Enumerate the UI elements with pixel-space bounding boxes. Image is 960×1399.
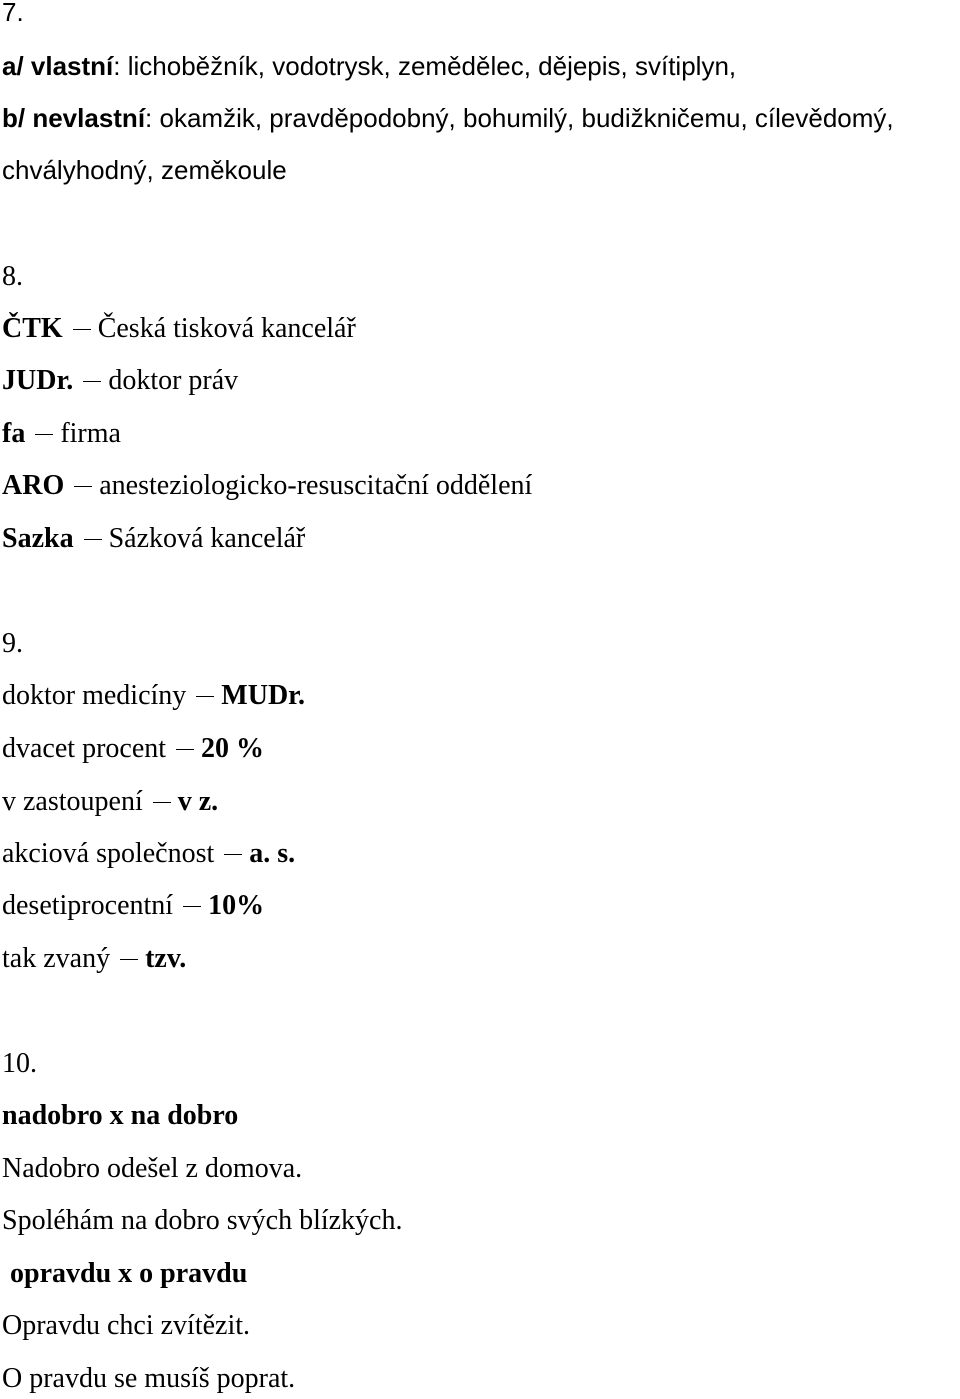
- abbr: tzv.: [145, 943, 187, 974]
- abbr: a. s.: [249, 838, 296, 869]
- phrase-row: [2, 733, 264, 765]
- abbr: 10%: [208, 890, 265, 921]
- meaning: doktor práv: [108, 365, 239, 396]
- meaning: Sázková kancelář: [108, 523, 306, 554]
- section-7-line-b: [2, 102, 894, 134]
- phrase-row: [2, 943, 186, 975]
- abbr-row: [2, 365, 238, 397]
- phrase: dvacet procent: [2, 733, 167, 764]
- dash-separator: [224, 854, 242, 855]
- dash-separator: [153, 802, 171, 803]
- section-9-number: 9.: [2, 628, 23, 659]
- abbr-row: [2, 523, 305, 555]
- dash-separator: [74, 486, 92, 487]
- abbr-row: [2, 313, 356, 345]
- abbr: ČTK: [2, 313, 63, 344]
- phrase-row: [2, 786, 218, 818]
- dash-separator: [84, 539, 102, 540]
- dash-separator: [183, 906, 201, 907]
- sentence: Spoléhám na dobro svých blízkých.: [2, 1205, 403, 1236]
- dash-separator: [120, 959, 138, 960]
- phrase: doktor medicíny: [2, 680, 187, 711]
- sentence: Nadobro odešel z domova.: [2, 1153, 303, 1184]
- section-7-number: 7.: [2, 0, 24, 27]
- dash-separator: [176, 749, 194, 750]
- meaning: Česká tisková kancelář: [97, 313, 356, 344]
- dash-separator: [196, 696, 214, 697]
- label-vlastni: a/ vlastní: [2, 51, 114, 81]
- abbr-row: [2, 418, 121, 450]
- abbr: v z.: [177, 786, 219, 817]
- label-nevlastni: b/ nevlastní: [2, 103, 146, 133]
- section-10-number: 10.: [2, 1048, 37, 1079]
- section-7-line-b-cont: chvályhodný, zeměkoule: [2, 155, 287, 185]
- abbr: ARO: [2, 470, 65, 501]
- phrase: desetiprocentní: [2, 890, 174, 921]
- sentence: O pravdu se musíš poprat.: [2, 1363, 296, 1394]
- meaning: firma: [60, 418, 121, 449]
- abbr: 20 %: [201, 733, 265, 764]
- section-8-number: 8.: [2, 261, 23, 292]
- heading-opravdu: opravdu x o pravdu: [10, 1258, 248, 1289]
- heading-nadobro: nadobro x na dobro: [2, 1100, 239, 1131]
- phrase-row: [2, 680, 305, 712]
- dash-separator: [73, 329, 91, 330]
- text-vlastni: : lichoběžník, vodotrysk, zemědělec, dějepis, svítiplyn,: [113, 51, 737, 81]
- dash-separator: [83, 381, 101, 382]
- abbr: MUDr.: [221, 680, 306, 711]
- phrase-row: [2, 890, 264, 922]
- abbr: Sazka: [2, 523, 74, 554]
- text-nevlastni: : okamžik, pravděpodobný, bohumilý, budižkničemu, cílevědomý,: [145, 103, 894, 133]
- abbr: fa: [2, 418, 26, 449]
- phrase-row: [2, 838, 295, 870]
- dash-separator: [35, 434, 53, 435]
- meaning: anesteziologicko-resuscitační oddělení: [99, 470, 533, 501]
- abbr: JUDr.: [2, 365, 74, 396]
- sentence: Opravdu chci zvítězit.: [2, 1310, 251, 1341]
- abbr-row: [2, 470, 532, 502]
- phrase: v zastoupení: [2, 786, 143, 817]
- phrase: akciová společnost: [2, 838, 215, 869]
- section-7-line-a: [2, 50, 736, 82]
- phrase: tak zvaný: [2, 943, 111, 974]
